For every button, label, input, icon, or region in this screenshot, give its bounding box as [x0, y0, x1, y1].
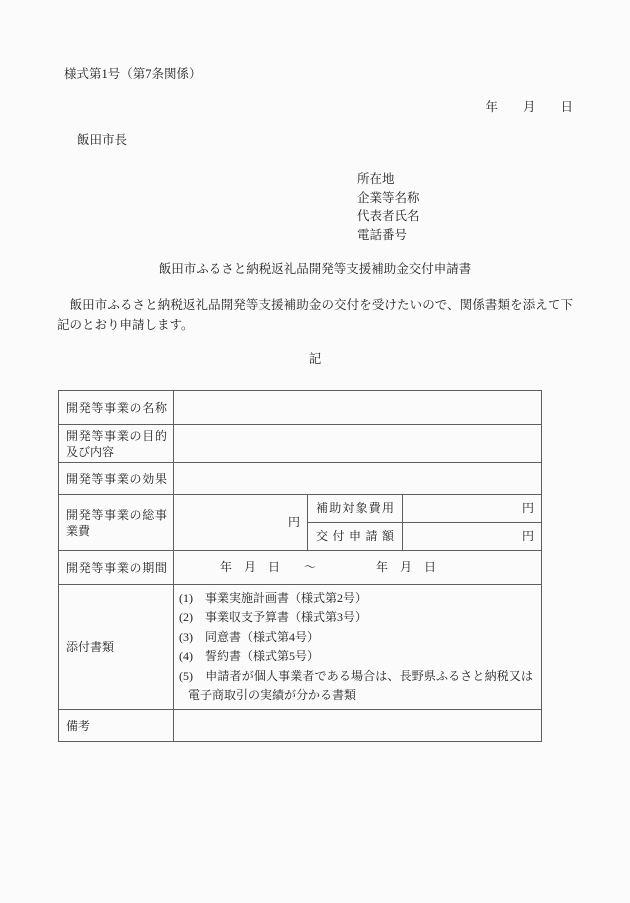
remarks-label: 備考: [59, 710, 174, 742]
eligible-cost-unit: 円: [403, 495, 542, 523]
total-cost-label: 開発等事業の総事業費: [59, 495, 174, 551]
body-paragraph: 飯田市ふるさと納税返礼品開発等支援補助金の交付を受けたいので、関係書類を添えて下記のとおり申請します。: [57, 298, 573, 332]
table-row-attachments: [59, 585, 542, 710]
attachment-item-5: (5) 申請者が個人事業者である場合は、長野県ふるさと納税又は電子商取引の実績が分かる書類: [179, 668, 534, 703]
applicant-representative-label: 代表者氏名: [357, 209, 420, 224]
project-purpose-value-cell: [174, 425, 542, 463]
table-row-total-cost: [59, 495, 542, 523]
attachment-item-1: (1) 事業実施計画書（様式第2号）: [179, 591, 367, 605]
table-row-project-effect: [59, 463, 542, 495]
project-period-value: 年 月 日 ～ 年 月 日: [174, 551, 542, 585]
application-amount-unit: 円: [403, 523, 542, 551]
date-line: 年 月 日: [485, 100, 573, 114]
addressee: 飯田市長: [77, 133, 128, 147]
attachment-item-3: (3) 同意書（様式第4号）: [179, 629, 319, 644]
application-table: [58, 390, 542, 742]
attachments-list: [174, 585, 542, 710]
applicant-block: [357, 170, 420, 244]
project-name-label: 開発等事業の名称: [59, 391, 174, 425]
table-row-project-period: [59, 551, 542, 585]
application-amount-label: 交付申請額: [308, 523, 403, 551]
record-mark: 記: [308, 352, 322, 366]
applicant-address-label: 所在地: [357, 172, 395, 186]
applicant-phone-label: 電話番号: [357, 227, 408, 242]
table-row-remarks: [59, 710, 542, 742]
project-name-value-cell: [174, 391, 542, 425]
applicant-company-label: 企業等名称: [357, 190, 420, 205]
total-cost-unit: 円: [174, 495, 308, 551]
attachment-item-4: (4) 誓約書（様式第5号）: [179, 649, 319, 664]
project-effect-label: 開発等事業の効果: [59, 463, 174, 495]
attachment-item-2: (2) 事業収支予算書（様式第3号）: [179, 610, 367, 625]
eligible-cost-label: 補助対象費用: [308, 495, 403, 523]
table-row-project-purpose: [59, 425, 542, 463]
table-row-project-name: [59, 391, 542, 425]
form-number: 様式第1号（第7条関係）: [64, 67, 202, 81]
project-effect-value-cell: [174, 463, 542, 495]
project-purpose-label: 開発等事業の目的及び内容: [59, 425, 174, 463]
document-title: 飯田市ふるさと納税返礼品開発等支援補助金交付申請書: [158, 262, 472, 276]
project-period-label: 開発等事業の期間: [59, 551, 174, 585]
remarks-value-cell: [174, 710, 542, 742]
attachments-label: 添付書類: [59, 585, 174, 710]
